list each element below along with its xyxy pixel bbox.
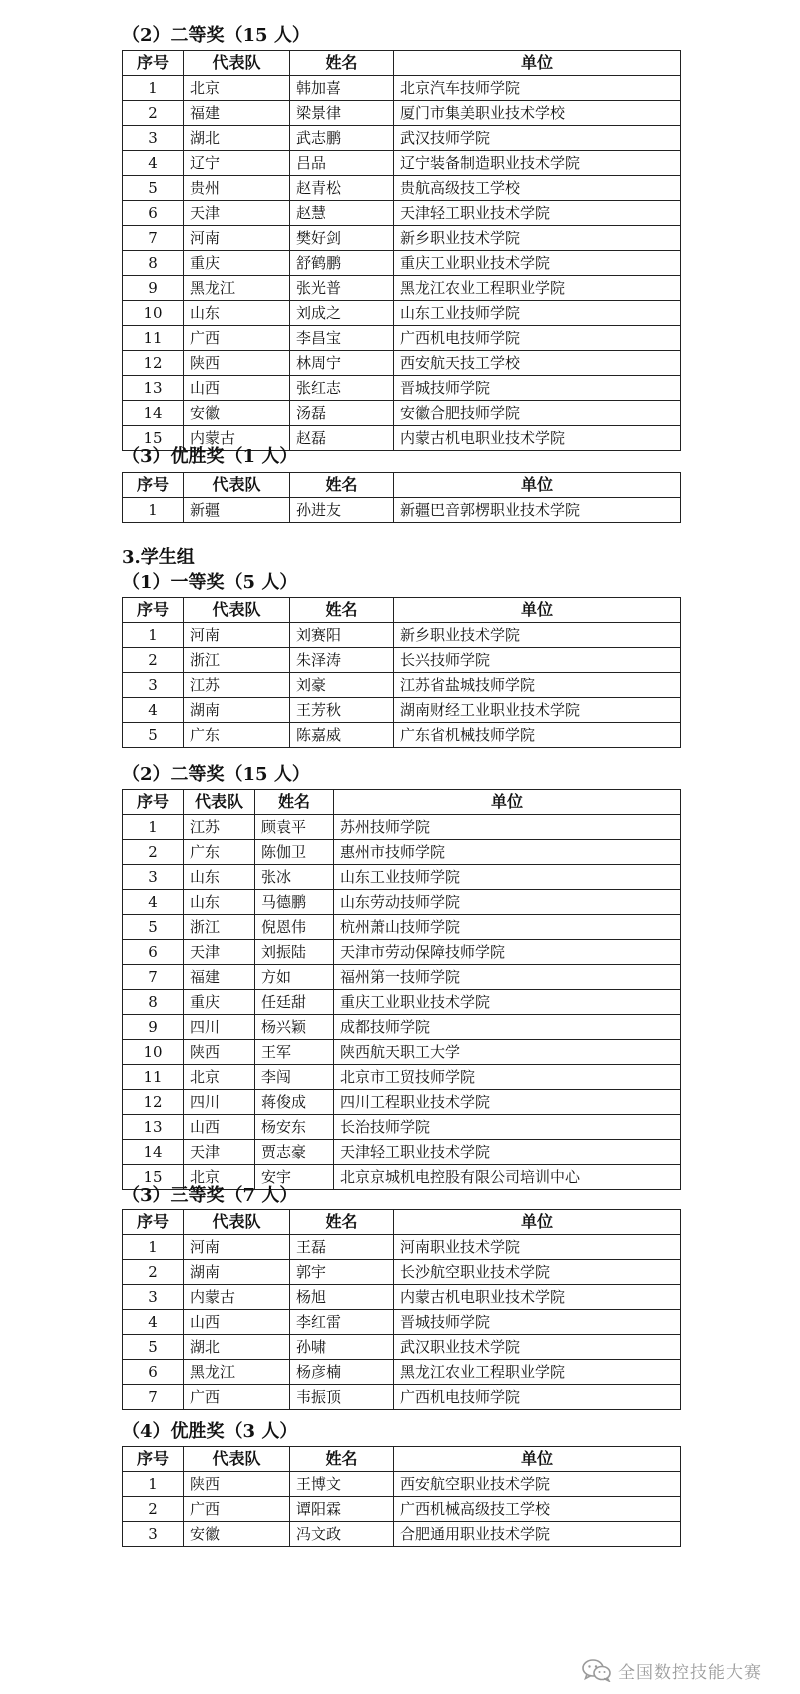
table-header-row (123, 51, 681, 76)
column-header-unit: 单位 (394, 598, 681, 623)
cell-team: 天津 (184, 1140, 255, 1165)
cell-seq: 1 (123, 1472, 184, 1497)
cell-name: 杨安东 (255, 1115, 334, 1140)
column-header-unit: 单位 (394, 473, 681, 498)
cell-name: 倪恩伟 (255, 915, 334, 940)
cell-unit: 江苏省盐城技师学院 (394, 673, 681, 698)
cell-team: 广东 (184, 723, 290, 748)
table-row (123, 1235, 681, 1260)
table-row (123, 1310, 681, 1335)
watermark-text: 全国数控技能大赛 (618, 1662, 762, 1683)
table-row (123, 1497, 681, 1522)
cell-seq: 1 (123, 815, 184, 840)
cell-seq: 9 (123, 1015, 184, 1040)
column-header-unit: 单位 (394, 1210, 681, 1235)
cell-team: 陕西 (184, 1040, 255, 1065)
cell-name: 安宇 (255, 1165, 334, 1190)
cell-seq: 3 (123, 865, 184, 890)
cell-unit: 广西机电技师学院 (394, 326, 681, 351)
section-title: （3）优胜奖（1 人） (122, 446, 298, 467)
table-row (123, 326, 681, 351)
cell-seq: 4 (123, 698, 184, 723)
cell-team: 福建 (184, 101, 290, 126)
cell-seq: 5 (123, 915, 184, 940)
cell-unit: 厦门市集美职业技术学校 (394, 101, 681, 126)
column-header-name: 姓名 (290, 1210, 394, 1235)
cell-name: 刘振陆 (255, 940, 334, 965)
cell-team: 山东 (184, 301, 290, 326)
column-header-name: 姓名 (290, 51, 394, 76)
cell-name: 林周宁 (290, 351, 394, 376)
cell-unit: 长沙航空职业技术学院 (394, 1260, 681, 1285)
cell-unit: 广东省机械技师学院 (394, 723, 681, 748)
cell-team: 安徽 (184, 401, 290, 426)
cell-unit: 晋城技师学院 (394, 376, 681, 401)
cell-seq: 14 (123, 1140, 184, 1165)
column-header-team: 代表队 (184, 473, 290, 498)
cell-unit: 新乡职业技术学院 (394, 623, 681, 648)
cell-team: 内蒙古 (184, 426, 290, 451)
award-table (122, 789, 681, 1190)
column-header-unit: 单位 (394, 51, 681, 76)
table-row (123, 1260, 681, 1285)
cell-seq: 3 (123, 673, 184, 698)
cell-name: 汤磊 (290, 401, 394, 426)
table-row (123, 226, 681, 251)
cell-team: 河南 (184, 226, 290, 251)
cell-seq: 2 (123, 648, 184, 673)
cell-team: 重庆 (184, 990, 255, 1015)
cell-name: 方如 (255, 965, 334, 990)
cell-team: 广西 (184, 326, 290, 351)
cell-seq: 5 (123, 176, 184, 201)
cell-team: 山西 (184, 376, 290, 401)
cell-name: 蒋俊成 (255, 1090, 334, 1115)
cell-name: 赵慧 (290, 201, 394, 226)
cell-team: 四川 (184, 1015, 255, 1040)
table-header-row (123, 1210, 681, 1235)
cell-unit: 黑龙江农业工程职业学院 (394, 276, 681, 301)
table-row (123, 376, 681, 401)
table-row (123, 76, 681, 101)
table-row (123, 623, 681, 648)
table-row (123, 698, 681, 723)
cell-unit: 重庆工业职业技术学院 (394, 251, 681, 276)
cell-seq: 3 (123, 1522, 184, 1547)
cell-unit: 湖南财经工业职业技术学院 (394, 698, 681, 723)
column-header-seq: 序号 (123, 51, 184, 76)
table-row (123, 1522, 681, 1547)
table-row (123, 673, 681, 698)
column-header-seq: 序号 (123, 790, 184, 815)
cell-unit: 苏州技师学院 (334, 815, 681, 840)
cell-unit: 内蒙古机电职业技术学院 (394, 426, 681, 451)
table-row (123, 101, 681, 126)
table-header-row (123, 598, 681, 623)
cell-team: 山西 (184, 1115, 255, 1140)
cell-team: 广西 (184, 1385, 290, 1410)
column-header-unit: 单位 (334, 790, 681, 815)
cell-seq: 14 (123, 401, 184, 426)
cell-unit: 武汉技师学院 (394, 126, 681, 151)
cell-unit: 成都技师学院 (334, 1015, 681, 1040)
cell-unit: 天津轻工职业技术学院 (334, 1140, 681, 1165)
cell-name: 王磊 (290, 1235, 394, 1260)
cell-team: 内蒙古 (184, 1285, 290, 1310)
cell-seq: 3 (123, 1285, 184, 1310)
cell-name: 樊好剑 (290, 226, 394, 251)
section-title: （2）二等奖（15 人） (122, 25, 310, 46)
cell-name: 张冰 (255, 865, 334, 890)
table-row (123, 1040, 681, 1065)
table-row (123, 401, 681, 426)
cell-seq: 2 (123, 101, 184, 126)
cell-team: 山东 (184, 890, 255, 915)
table-row (123, 1065, 681, 1090)
table-row (123, 815, 681, 840)
cell-name: 朱泽涛 (290, 648, 394, 673)
cell-name: 赵磊 (290, 426, 394, 451)
column-header-seq: 序号 (123, 473, 184, 498)
cell-name: 顾袁平 (255, 815, 334, 840)
table-row (123, 648, 681, 673)
cell-unit: 山东工业技师学院 (334, 865, 681, 890)
cell-team: 湖南 (184, 698, 290, 723)
cell-unit: 河南职业技术学院 (394, 1235, 681, 1260)
cell-seq: 5 (123, 1335, 184, 1360)
cell-seq: 15 (123, 426, 184, 451)
cell-name: 任廷甜 (255, 990, 334, 1015)
cell-seq: 4 (123, 1310, 184, 1335)
cell-team: 辽宁 (184, 151, 290, 176)
table-row (123, 865, 681, 890)
cell-name: 冯文政 (290, 1522, 394, 1547)
column-header-name: 姓名 (290, 1447, 394, 1472)
cell-unit: 长兴技师学院 (394, 648, 681, 673)
cell-unit: 长治技师学院 (334, 1115, 681, 1140)
table-row (123, 126, 681, 151)
cell-team: 湖南 (184, 1260, 290, 1285)
cell-team: 湖北 (184, 1335, 290, 1360)
cell-unit: 山东劳动技师学院 (334, 890, 681, 915)
cell-seq: 13 (123, 1115, 184, 1140)
cell-team: 黑龙江 (184, 1360, 290, 1385)
cell-unit: 内蒙古机电职业技术学院 (394, 1285, 681, 1310)
table-header-row (123, 1447, 681, 1472)
cell-name: 舒鹤鹏 (290, 251, 394, 276)
cell-name: 刘成之 (290, 301, 394, 326)
cell-seq: 4 (123, 890, 184, 915)
cell-name: 杨彦楠 (290, 1360, 394, 1385)
cell-team: 山西 (184, 1310, 290, 1335)
cell-unit: 广西机械高级技工学校 (394, 1497, 681, 1522)
cell-unit: 西安航空职业技术学院 (394, 1472, 681, 1497)
cell-team: 广东 (184, 840, 255, 865)
cell-team: 福建 (184, 965, 255, 990)
cell-team: 重庆 (184, 251, 290, 276)
cell-seq: 10 (123, 301, 184, 326)
column-header-team: 代表队 (184, 51, 290, 76)
cell-seq: 2 (123, 840, 184, 865)
section-title: （3）三等奖（7 人） (122, 1185, 298, 1206)
table-row (123, 990, 681, 1015)
cell-unit: 北京市工贸技师学院 (334, 1065, 681, 1090)
cell-unit: 新疆巴音郭楞职业技术学院 (394, 498, 681, 523)
cell-seq: 6 (123, 1360, 184, 1385)
cell-name: 张光普 (290, 276, 394, 301)
column-header-unit: 单位 (394, 1447, 681, 1472)
cell-name: 孙啸 (290, 1335, 394, 1360)
cell-unit: 晋城技师学院 (394, 1310, 681, 1335)
cell-unit: 天津轻工职业技术学院 (394, 201, 681, 226)
cell-team: 浙江 (184, 648, 290, 673)
cell-seq: 10 (123, 1040, 184, 1065)
cell-team: 江苏 (184, 673, 290, 698)
cell-unit: 福州第一技师学院 (334, 965, 681, 990)
cell-team: 新疆 (184, 498, 290, 523)
cell-name: 杨旭 (290, 1285, 394, 1310)
cell-name: 贾志豪 (255, 1140, 334, 1165)
cell-name: 李闯 (255, 1065, 334, 1090)
cell-seq: 9 (123, 276, 184, 301)
cell-seq: 8 (123, 990, 184, 1015)
cell-name: 韦振顶 (290, 1385, 394, 1410)
cell-name: 郭宇 (290, 1260, 394, 1285)
cell-team: 陕西 (184, 1472, 290, 1497)
cell-name: 孙进友 (290, 498, 394, 523)
table-row (123, 723, 681, 748)
cell-unit: 重庆工业职业技术学院 (334, 990, 681, 1015)
cell-unit: 辽宁装备制造职业技术学院 (394, 151, 681, 176)
column-header-team: 代表队 (184, 1447, 290, 1472)
cell-name: 李昌宝 (290, 326, 394, 351)
table-row (123, 1472, 681, 1497)
table-row (123, 890, 681, 915)
cell-unit: 山东工业技师学院 (394, 301, 681, 326)
cell-team: 陕西 (184, 351, 290, 376)
cell-unit: 合肥通用职业技术学院 (394, 1522, 681, 1547)
cell-unit: 武汉职业技术学院 (394, 1335, 681, 1360)
cell-unit: 安徽合肥技师学院 (394, 401, 681, 426)
cell-unit: 黑龙江农业工程职业学院 (394, 1360, 681, 1385)
cell-seq: 11 (123, 326, 184, 351)
cell-unit: 惠州市技师学院 (334, 840, 681, 865)
table-row (123, 176, 681, 201)
cell-team: 北京 (184, 1065, 255, 1090)
cell-name: 陈伽卫 (255, 840, 334, 865)
award-table (122, 472, 681, 523)
cell-seq: 3 (123, 126, 184, 151)
cell-seq: 7 (123, 965, 184, 990)
cell-unit: 北京汽车技师学院 (394, 76, 681, 101)
table-row (123, 1140, 681, 1165)
cell-seq: 12 (123, 351, 184, 376)
cell-seq: 6 (123, 940, 184, 965)
column-header-team: 代表队 (184, 790, 255, 815)
section-title: （1）一等奖（5 人） (122, 572, 298, 593)
cell-seq: 12 (123, 1090, 184, 1115)
cell-name: 武志鹏 (290, 126, 394, 151)
cell-team: 安徽 (184, 1522, 290, 1547)
cell-team: 贵州 (184, 176, 290, 201)
cell-unit: 西安航天技工学校 (394, 351, 681, 376)
cell-name: 张红志 (290, 376, 394, 401)
cell-team: 天津 (184, 940, 255, 965)
cell-name: 王博文 (290, 1472, 394, 1497)
cell-name: 李红雷 (290, 1310, 394, 1335)
cell-team: 浙江 (184, 915, 255, 940)
cell-seq: 6 (123, 201, 184, 226)
cell-seq: 7 (123, 1385, 184, 1410)
table-row (123, 1285, 681, 1310)
table-row (123, 1385, 681, 1410)
cell-unit: 贵航高级技工学校 (394, 176, 681, 201)
watermark (576, 1654, 768, 1686)
cell-unit: 北京京城机电控股有限公司培训中心 (334, 1165, 681, 1190)
cell-team: 四川 (184, 1090, 255, 1115)
cell-team: 北京 (184, 1165, 255, 1190)
column-header-name: 姓名 (290, 473, 394, 498)
column-header-seq: 序号 (123, 598, 184, 623)
section-title: （4）优胜奖（3 人） (122, 1421, 298, 1442)
column-header-seq: 序号 (123, 1447, 184, 1472)
cell-name: 梁景律 (290, 101, 394, 126)
column-header-team: 代表队 (184, 598, 290, 623)
table-row (123, 301, 681, 326)
cell-name: 赵青松 (290, 176, 394, 201)
cell-unit: 广西机电技师学院 (394, 1385, 681, 1410)
cell-seq: 4 (123, 151, 184, 176)
table-row (123, 1360, 681, 1385)
table-row (123, 965, 681, 990)
cell-name: 杨兴颖 (255, 1015, 334, 1040)
cell-seq: 5 (123, 723, 184, 748)
cell-seq: 1 (123, 623, 184, 648)
cell-team: 北京 (184, 76, 290, 101)
award-table (122, 1446, 681, 1547)
column-header-name: 姓名 (290, 598, 394, 623)
cell-seq: 2 (123, 1497, 184, 1522)
cell-team: 山东 (184, 865, 255, 890)
cell-unit: 天津市劳动保障技师学院 (334, 940, 681, 965)
cell-name: 王军 (255, 1040, 334, 1065)
cell-unit: 杭州萧山技师学院 (334, 915, 681, 940)
cell-seq: 1 (123, 1235, 184, 1260)
cell-name: 陈嘉威 (290, 723, 394, 748)
cell-team: 天津 (184, 201, 290, 226)
cell-name: 马德鹏 (255, 890, 334, 915)
table-header-row (123, 473, 681, 498)
table-row (123, 840, 681, 865)
column-header-seq: 序号 (123, 1210, 184, 1235)
table-row (123, 1015, 681, 1040)
cell-seq: 1 (123, 498, 184, 523)
cell-name: 刘赛阳 (290, 623, 394, 648)
cell-team: 河南 (184, 623, 290, 648)
cell-team: 广西 (184, 1497, 290, 1522)
table-row (123, 201, 681, 226)
cell-seq: 15 (123, 1165, 184, 1190)
cell-seq: 8 (123, 251, 184, 276)
cell-unit: 陕西航天职工大学 (334, 1040, 681, 1065)
cell-name: 吕品 (290, 151, 394, 176)
wechat-icon (582, 1658, 612, 1682)
cell-name: 韩加喜 (290, 76, 394, 101)
column-header-team: 代表队 (184, 1210, 290, 1235)
table-row (123, 1335, 681, 1360)
cell-name: 谭阳霖 (290, 1497, 394, 1522)
table-row (123, 251, 681, 276)
cell-seq: 13 (123, 376, 184, 401)
cell-team: 河南 (184, 1235, 290, 1260)
column-header-name: 姓名 (255, 790, 334, 815)
cell-seq: 2 (123, 1260, 184, 1285)
table-row (123, 940, 681, 965)
cell-name: 王芳秋 (290, 698, 394, 723)
cell-unit: 新乡职业技术学院 (394, 226, 681, 251)
cell-seq: 11 (123, 1065, 184, 1090)
table-row (123, 1090, 681, 1115)
group-title: 3.学生组 (122, 547, 195, 568)
cell-team: 湖北 (184, 126, 290, 151)
cell-name: 刘豪 (290, 673, 394, 698)
award-table (122, 597, 681, 748)
table-row (123, 498, 681, 523)
cell-unit: 四川工程职业技术学院 (334, 1090, 681, 1115)
cell-team: 江苏 (184, 815, 255, 840)
table-row (123, 915, 681, 940)
cell-team: 黑龙江 (184, 276, 290, 301)
table-row (123, 151, 681, 176)
table-header-row (123, 790, 681, 815)
cell-seq: 7 (123, 226, 184, 251)
section-title: （2）二等奖（15 人） (122, 764, 310, 785)
award-table (122, 50, 681, 451)
table-row (123, 276, 681, 301)
table-row (123, 1115, 681, 1140)
cell-seq: 1 (123, 76, 184, 101)
table-row (123, 351, 681, 376)
award-table (122, 1209, 681, 1410)
